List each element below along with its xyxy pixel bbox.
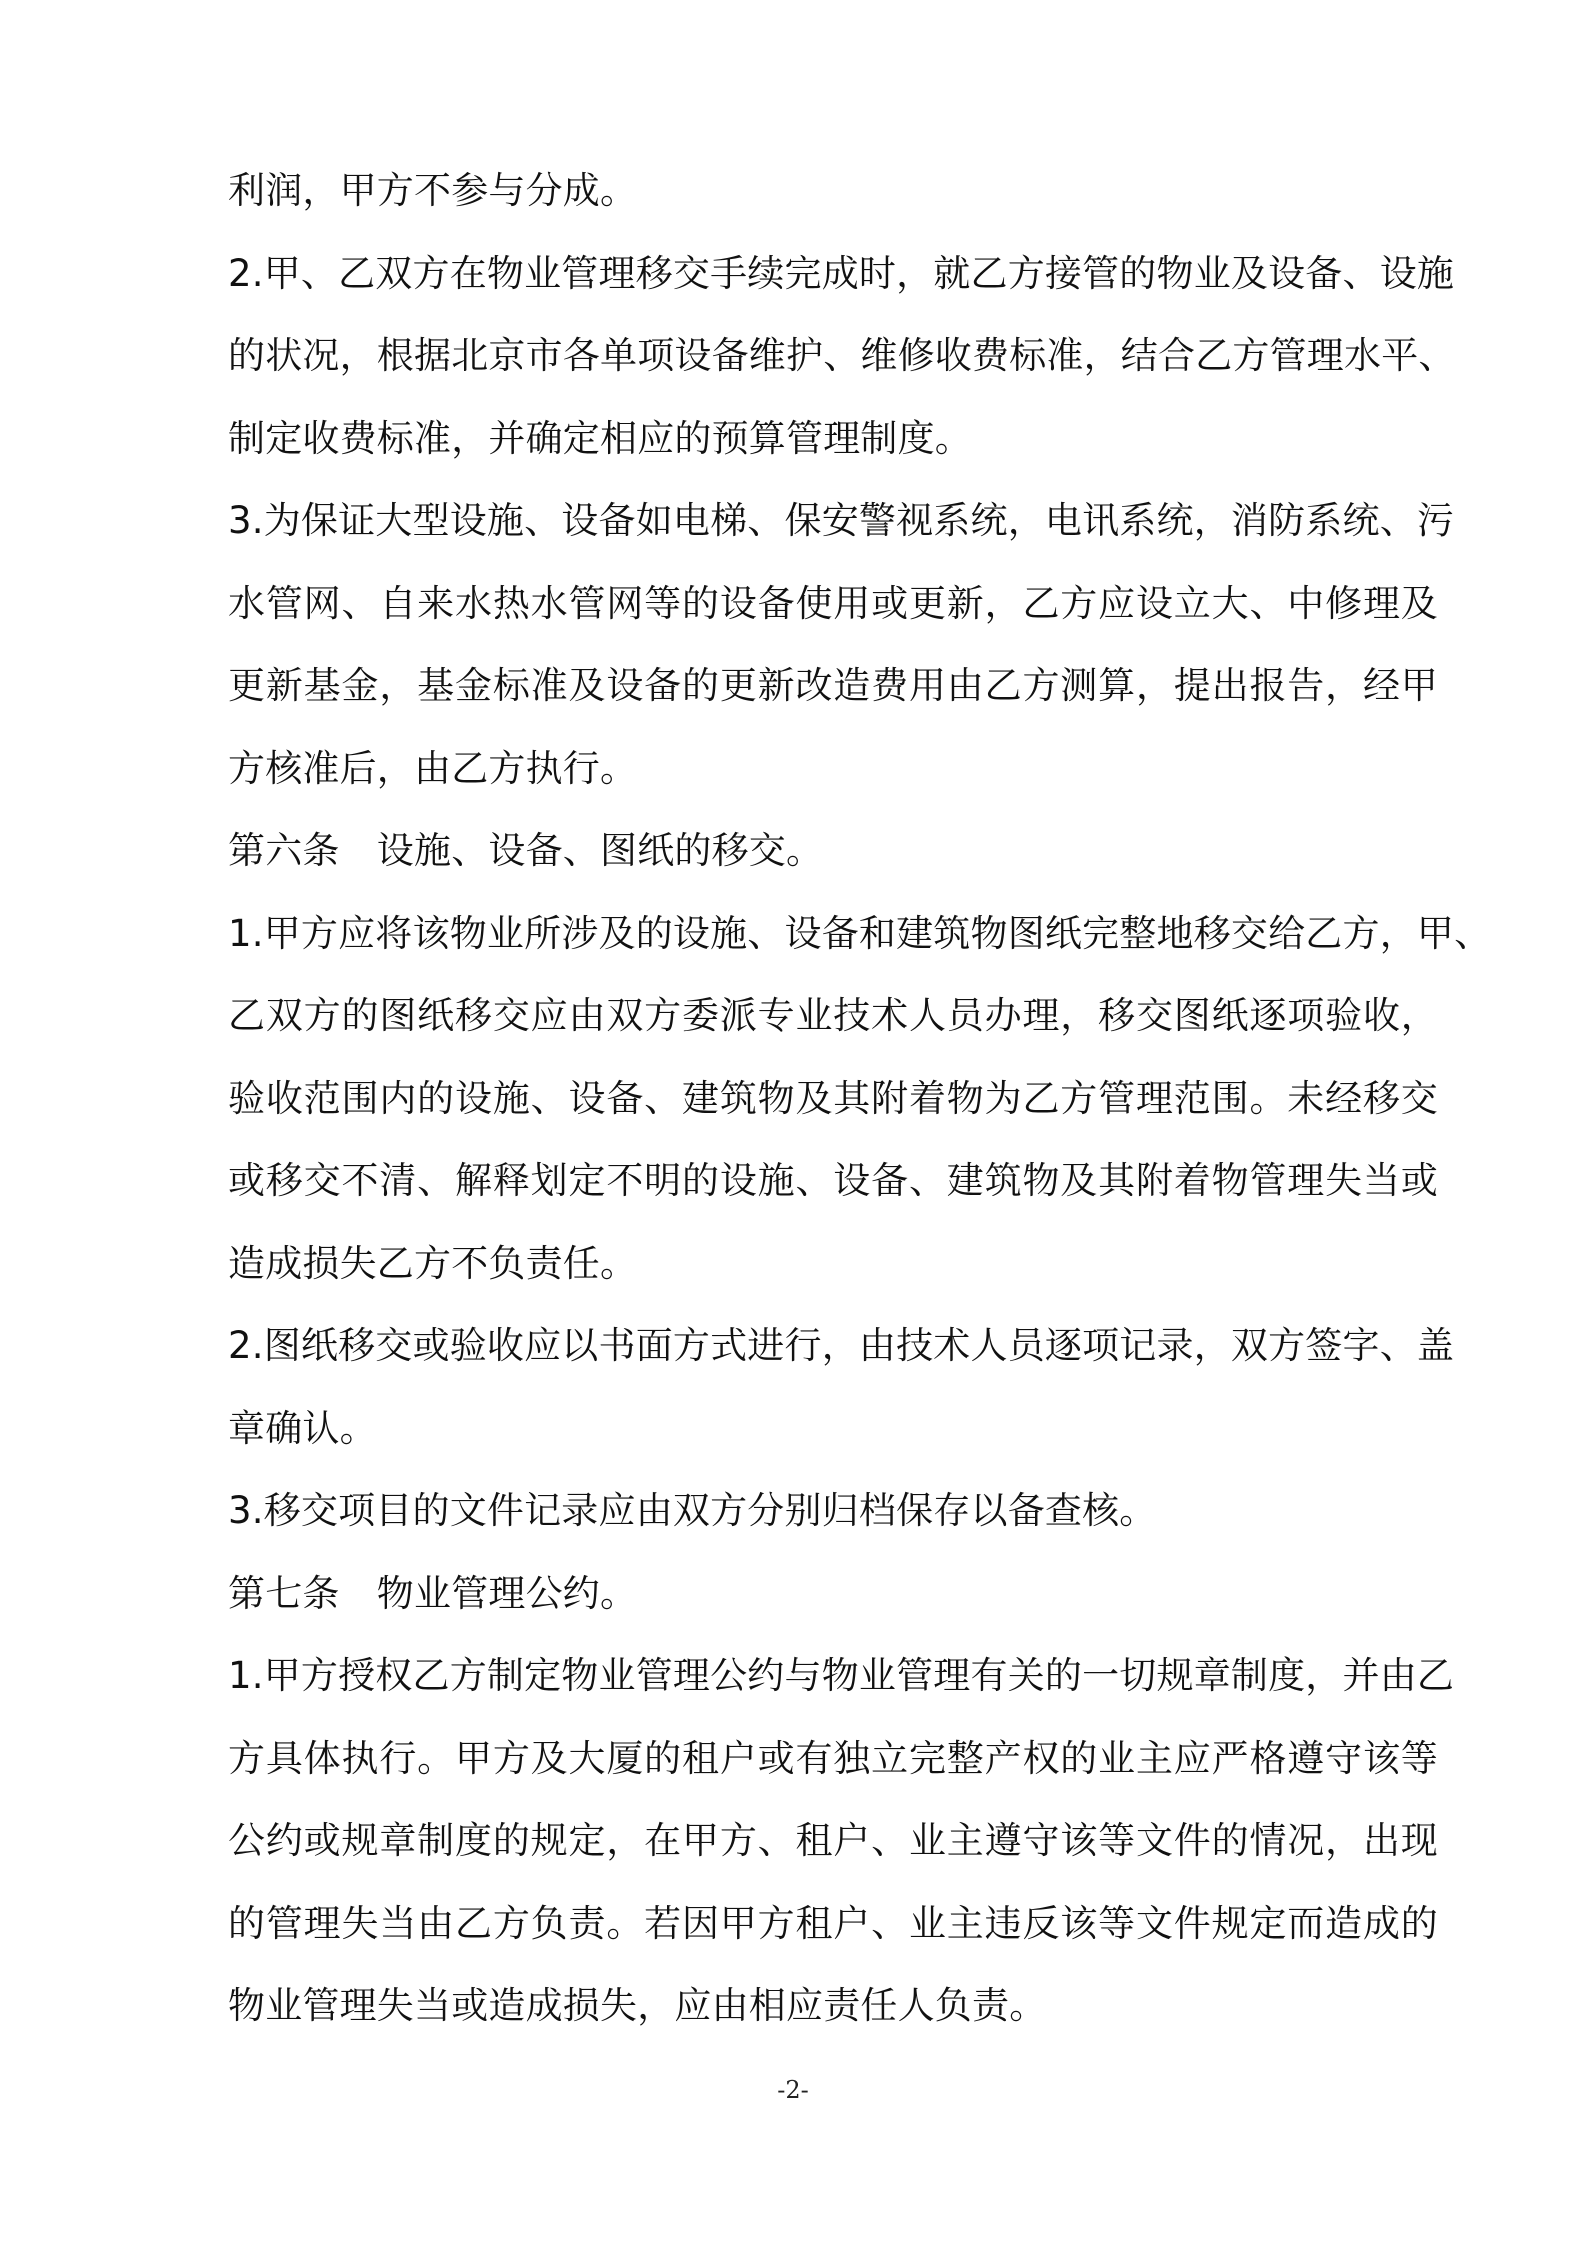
- text-line: 章确认。: [228, 1406, 377, 1450]
- text-line: 1.甲方应将该物业所涉及的设施、设备和建筑物图纸完整地移交给乙方，甲、: [228, 911, 1492, 955]
- text-line: 利润，甲方不参与分成。: [228, 169, 638, 212]
- text-line: 3.为保证大型设施、设备如电梯、保安警视系统，电讯系统，消防系统、污: [228, 499, 1455, 542]
- text-line: 制定收费标准，并确定相应的预算管理制度。: [228, 416, 972, 460]
- text-line: 或移交不清、解释划定不明的设施、设备、建筑物及其附着物管理失当或: [228, 1159, 1438, 1202]
- text-line: 的状况，根据北京市各单项设备维护、维修收费标准，结合乙方管理水平、: [228, 334, 1456, 377]
- body-text: [228, 150, 1492, 2048]
- text-line: 2.图纸移交或验收应以书面方式进行，由技术人员逐项记录，双方签字、盖: [228, 1324, 1455, 1367]
- section-heading: 第六条 设施、设备、图纸的移交。: [228, 829, 824, 872]
- page-number: -2-: [777, 2076, 809, 2104]
- text-line: 更新基金，基金标准及设备的更新改造费用由乙方测算，提出报告，经甲: [228, 664, 1438, 707]
- text-line: 物业管理失当或造成损失，应由相应责任人负责。: [228, 1984, 1047, 2027]
- text-line: 造成损失乙方不负责任。: [228, 1241, 638, 1285]
- text-line: 方核准后，由乙方执行。: [228, 746, 638, 790]
- text-line: 方具体执行。甲方及大厦的租户或有独立完整产权的业主应严格遵守该等: [228, 1736, 1438, 1780]
- text-line: 的管理失当由乙方负责。若因甲方租户、业主违反该等文件规定而造成的: [228, 1901, 1438, 1945]
- text-line: 公约或规章制度的规定，在甲方、租户、业主遵守该等文件的情况，出现: [228, 1819, 1438, 1862]
- text-line: 水管网、自来水热水管网等的设备使用或更新，乙方应设立大、中修理及: [228, 581, 1438, 625]
- section-heading: 第七条 物业管理公约。: [228, 1571, 638, 1615]
- text-line: 2.甲、乙双方在物业管理移交手续完成时，就乙方接管的物业及设备、设施: [228, 251, 1455, 295]
- text-line: 乙双方的图纸移交应由双方委派专业技术人员办理，移交图纸逐项验收，: [228, 994, 1438, 1037]
- text-line: 1.甲方授权乙方制定物业管理公约与物业管理有关的一切规章制度，并由乙: [228, 1654, 1455, 1697]
- text-line: 3.移交项目的文件记录应由双方分别归档保存以备查核。: [228, 1489, 1157, 1532]
- text-line: 验收范围内的设施、设备、建筑物及其附着物为乙方管理范围。未经移交: [228, 1076, 1438, 1120]
